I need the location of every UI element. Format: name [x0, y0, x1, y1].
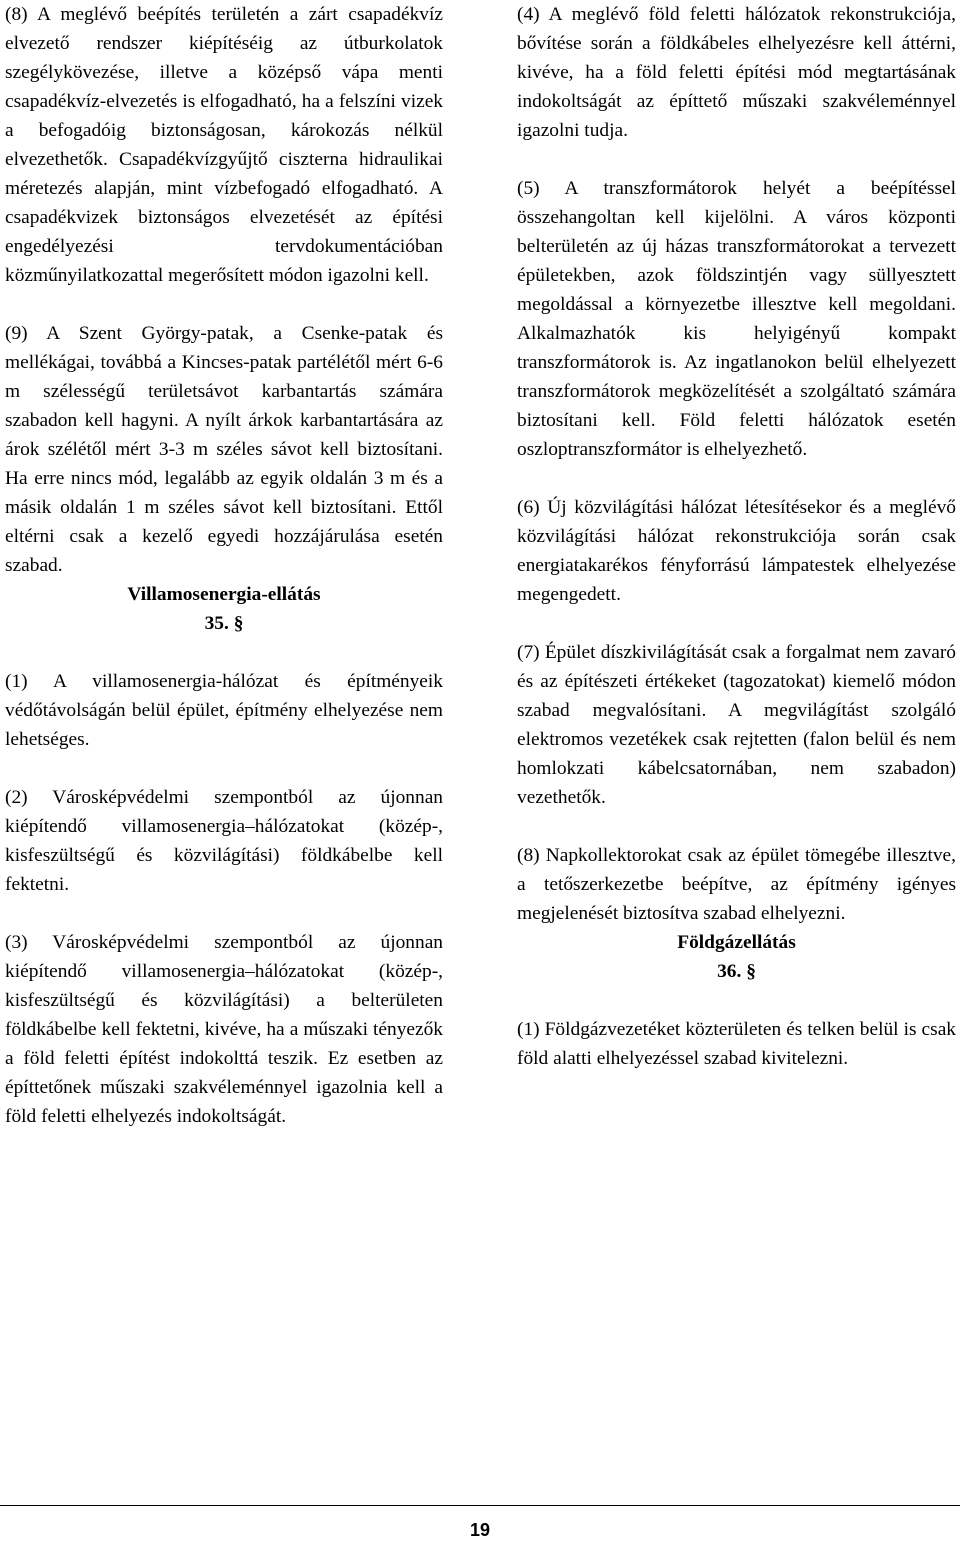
paragraph-8-napkollektor: (8) Napkollektorokat csak az épület tömegébe illesztve, a tetőszerkezetbe beépítve, az építmény igényes megjelenését biztosítva szabad elhelyezni. — [517, 845, 956, 924]
section-number-35: 35. § — [204, 613, 244, 634]
paragraph-7: (7) Épület díszkivilágítását csak a forgalmat nem zavaró és az építészeti értékeket (tagozatokat) kiemelő módon szabad megvalósítani. A megvilágítást szolgáló elektromos vezetékek csak rejtetten (falon belül és nem homlokzati kábelcsatornában, nem szabadon) vezethetők. — [517, 642, 956, 808]
paragraph-2: (2) Városképvédelmi szempontból az újonnan kiépítendő villamosenergia–hálózatokat (közép-, kisfeszültségű és közvilágítási) földkábelbe kell fektetni. — [5, 787, 443, 895]
paragraph-6: (6) Új közvilágítási hálózat létesítésekor és a meglévő közvilágítási hálózat rekonstrukciója során csak energiatakarékos fényforrású lámpatestek elhelyezése megengedett. — [517, 497, 956, 605]
paragraph-1-foldgaz: (1) Földgázvezetéket közterületen és telken belül is csak föld alatti elhelyezéssel szabad kivitelezni. — [517, 1019, 956, 1069]
section-title-foldgazellatas: Földgázellátás — [677, 932, 796, 953]
left-column — [5, 0, 443, 1131]
section-title-villamosenergia: Villamosenergia-ellátás — [127, 584, 321, 605]
section-number-36: 36. § — [717, 961, 756, 982]
right-column — [517, 0, 956, 1073]
paragraph-4: (4) A meglévő föld feletti hálózatok rekonstrukciója, bővítése során a földkábeles elhelyezésre kell áttérni, kivéve, ha a föld feletti építési mód megtartásának indokoltságát az építtető műszaki szakvéleménnyel igazolni tudja. — [517, 4, 956, 141]
paragraph-9: (9) A Szent György-patak, a Csenke-patak és mellékágai, továbbá a Kincses-patak partélétől mért 6-6 m szélességű területsávot karbantartás számára szabadon kell hagyni. A nyílt árkok karbantartására az árok szélétől mért 3-3 m széles sávot kell biztosítani. Ha erre nincs mód, legalább az egyik oldalán 3 m és a másik oldalán 1 m széles sávot kell biztosítani. Ettől eltérni csak a kezelő egyedi hozzájárulása esetén szabad. — [5, 323, 443, 576]
page-number: 19 — [469, 1520, 491, 1540]
paragraph-1: (1) A villamosenergia-hálózat és építményeik védőtávolságán belül épület, építmény elhelyezése nem lehetséges. — [5, 671, 443, 750]
paragraph-8: (8) A meglévő beépítés területén a zárt csapadékvíz elvezető rendszer kiépítéséig az útburkolatok szegélykövezése, illetve a középső vápa menti csapadékvíz-elvezetés is elfogadható, ha a felszíni vizek a befogadóig biztonságosan, károkozás nélkül elvezethetők. Csapadékvízgyűjtő ciszterna hidraulikai méretezés alapján, mint vízbefogadó elfogadható. A csapadékvizek biztonságos elvezetését az építési engedélyezési tervdokumentációban közműnyilatkozattal megerősített módon igazolni kell. — [5, 4, 443, 286]
paragraph-5: (5) A transzformátorok helyét a beépítéssel összehangoltan kell kijelölni. A város központi belterületén az új házas transzformátorokat a tervezett épületekben, azok földszintjén vagy süllyesztett megoldással a környezetbe illesztve kell megoldani. Alkalmazhatók kis helyigényű kompakt transzformátorok is. Az ingatlanokon belül elhelyezett transzformátorok megközelítését a szolgáltató számára biztosítani kell. Föld feletti hálózatok esetén oszloptranszformátor is elhelyezhető. — [517, 178, 956, 460]
paragraph-3: (3) Városképvédelmi szempontból az újonnan kiépítendő villamosenergia–hálózatokat (közép-, kisfeszültségű és közvilágítási) a belterületen földkábelbe kell fektetni, kivéve, ha a műszaki tényezők a föld feletti építést indokolttá teszik. Ez esetben az építtetőnek műszaki szakvéleménnyel igazolnia kell a föld feletti elhelyezés indokoltságát. — [5, 932, 443, 1127]
footer-divider — [0, 1505, 960, 1506]
